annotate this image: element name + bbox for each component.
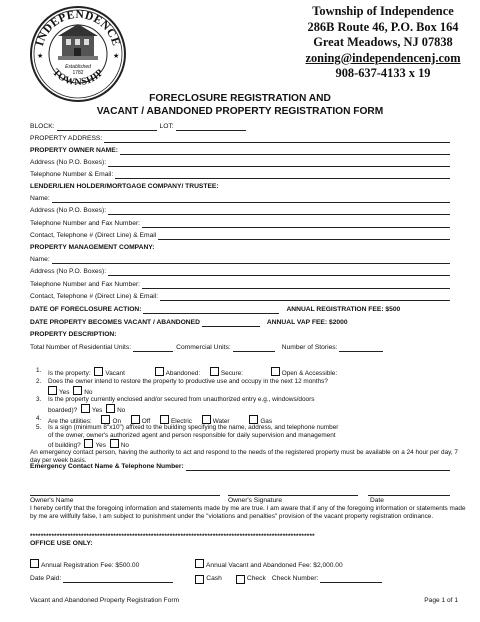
mgmt-name-field[interactable]: [52, 262, 450, 264]
mgmt-address-row: [30, 267, 450, 277]
svg-text:★: ★: [113, 53, 120, 60]
mgmt-heading: PROPERTY MANAGEMENT COMPANY:: [30, 244, 155, 251]
q5-no-checkbox[interactable]: [110, 439, 119, 448]
township-seal: [28, 4, 128, 104]
check-checkbox[interactable]: [236, 575, 245, 584]
contact-block: [298, 4, 468, 82]
contact-line1: Township of Independence: [312, 4, 454, 18]
date-paid-field[interactable]: [63, 581, 173, 583]
q1-vacant-checkbox[interactable]: [94, 367, 103, 376]
lender-heading: LENDER/LIEN HOLDER/MORTGAGE COMPANY/ TRUSTEE:: [30, 183, 219, 190]
emergency-field[interactable]: [186, 469, 450, 471]
emergency-row: [30, 462, 450, 472]
question-1: 1. Is the property: Vacant Abandoned: Secure: Open & Accessible:: [36, 367, 338, 377]
check-number-field[interactable]: [320, 581, 382, 583]
seal-bottom-text: TOWNSHIP: [49, 67, 107, 89]
block-lot-row: [30, 122, 450, 132]
office-annual-fee-checkbox[interactable]: [30, 559, 39, 568]
description-heading-row: [30, 330, 450, 340]
office-use-heading: OFFICE USE ONLY:: [30, 540, 93, 547]
footer-page-number: Page 1 of 1: [424, 597, 458, 604]
lender-contact-label: Contact, Telephone # (Direct Line) & Email: [30, 232, 157, 239]
contact-phone: 908-637-4133 x 19: [335, 66, 431, 81]
question-3: 3. Is the property currently enclosed and/or secured from unauthorized entry e.g., windows/doors boarded)? Yes No: [36, 396, 315, 414]
property-address-label: PROPERTY ADDRESS:: [30, 135, 103, 142]
svg-text:★: ★: [37, 53, 44, 60]
lender-phone-label: Telephone Number and Fax Number:: [30, 220, 141, 227]
office-vacant-fee-checkbox[interactable]: [195, 559, 204, 568]
foreclosure-date-label: DATE OF FORECLOSURE ACTION:: [30, 306, 142, 313]
owner-address-label: Address (No P.O. Boxes):: [30, 159, 107, 166]
q1-open-checkbox[interactable]: [271, 367, 280, 376]
q3-yes-checkbox[interactable]: [81, 404, 90, 413]
question-2: 2. Does the owner intend to restore the property to productive use and occupy in the next 12 months? Yes No: [36, 378, 328, 396]
residential-units-field[interactable]: [133, 350, 173, 352]
mgmt-phone-field[interactable]: [142, 287, 450, 289]
mgmt-address-field[interactable]: [108, 274, 450, 276]
lender-phone-field[interactable]: [142, 226, 450, 228]
block-field[interactable]: [57, 129, 157, 131]
q3-text: Is the property currently enclosed and/or secured from unauthorized entry e.g., windows/doors: [48, 396, 315, 403]
date-field[interactable]: [368, 495, 450, 496]
vacant-date-row: [30, 318, 450, 328]
cash-checkbox[interactable]: [195, 575, 204, 584]
contact-line3: Great Meadows, NJ 07838: [313, 35, 453, 50]
q1-text: Is the property:: [48, 370, 91, 377]
mgmt-phone-row: [30, 280, 450, 290]
property-address-field[interactable]: [104, 141, 450, 143]
q1-secure-checkbox[interactable]: [210, 367, 219, 376]
mgmt-name-row: [30, 255, 450, 265]
q1-abandoned-checkbox[interactable]: [155, 367, 164, 376]
question-5: 5. Is a sign (minimum 8"x10") affixed to the building specifying the name, address, and telephone number of the owner, owner's authorized agent and person responsible for daily supervision and management of building? Yes No: [36, 424, 339, 450]
office-vacant-fee: Annual Vacant and Abandoned Fee: $2,000.00: [195, 559, 343, 569]
block-label: BLOCK:: [30, 123, 55, 130]
house-icon: [58, 24, 98, 60]
q3-no-checkbox[interactable]: [106, 404, 115, 413]
lender-name-row: [30, 194, 450, 204]
date-paid-label: Date Paid:: [30, 575, 62, 582]
owner-name-field[interactable]: [120, 153, 450, 155]
form-title-line1: FORECLOSURE REGISTRATION AND: [149, 93, 331, 104]
certification-text: I hereby certify that the foregoing information and statements made by me are true. I am aware that if any of the foregoing information or statements made by me are willfully false, I am subject to punishment under the "violations and penalties" provision of the vacant property registration ordinance.: [30, 505, 466, 520]
owner-phone-field[interactable]: [115, 177, 450, 179]
mgmt-phone-label: Telephone Number and Fax Number:: [30, 281, 141, 288]
vacant-date-label: DATE PROPERTY BECOMES VACANT / ABANDONED: [30, 319, 200, 326]
owner-name-caption: Owner's Name: [30, 497, 74, 504]
owner-name-row: [30, 146, 450, 156]
annual-fee-text: ANNUAL REGISTRATION FEE: $500: [286, 306, 401, 313]
lender-address-field[interactable]: [108, 213, 450, 215]
q2-text: Does the owner intend to restore the property to productive use and occupy in the next 12 months?: [48, 378, 328, 385]
office-annual-fee: Annual Registration Fee: $500.00: [30, 559, 139, 569]
owner-address-field[interactable]: [108, 165, 450, 167]
owner-signature-caption: Owner's Signature: [228, 497, 283, 504]
lender-contact-field[interactable]: [158, 238, 450, 240]
q2-yes-checkbox[interactable]: [48, 386, 57, 395]
property-address-row: [30, 134, 450, 144]
q4-water-checkbox[interactable]: [202, 415, 211, 424]
owner-phone-label: Telephone Number & Email:: [30, 171, 114, 178]
lender-phone-row: [30, 219, 450, 229]
lender-address-row: [30, 206, 450, 216]
seal-established: Established: [65, 64, 91, 70]
q2-no-checkbox[interactable]: [73, 386, 82, 395]
q4-electric-checkbox[interactable]: [160, 415, 169, 424]
owner-phone-row: [30, 170, 450, 180]
mgmt-contact-label: Contact, Telephone # (Direct Line) & Email:: [30, 293, 159, 300]
mgmt-name-label: Name:: [30, 256, 50, 263]
units-row: [30, 343, 450, 353]
lender-contact-row: [30, 231, 450, 241]
emergency-label: Emergency Contact Name & Telephone Number:: [30, 463, 184, 470]
owner-name-field[interactable]: [30, 495, 220, 496]
owner-address-row: [30, 158, 450, 168]
q4-on-checkbox[interactable]: [101, 415, 110, 424]
form-title-line2: VACANT / ABANDONED PROPERTY REGISTRATION FORM: [96, 106, 384, 117]
description-heading: PROPERTY DESCRIPTION:: [30, 331, 117, 338]
q4-text: Are the utilities:: [48, 418, 92, 425]
q5-text: Is a sign (minimum 8"x10") affixed to the building specifying the name, address, and telephone number: [48, 424, 339, 431]
date-caption: Date: [370, 497, 384, 504]
q5-yes-checkbox[interactable]: [84, 439, 93, 448]
commercial-units-label: Commercial Units:: [176, 344, 231, 351]
owner-heading: PROPERTY OWNER NAME:: [30, 147, 118, 154]
mgmt-address-label: Address (No P.O. Boxes):: [30, 268, 107, 275]
check-number-label: Check Number:: [271, 575, 319, 582]
contact-email[interactable]: zoning@independencenj.com: [305, 50, 461, 65]
seal-year: 1782: [72, 70, 84, 76]
q4-off-checkbox[interactable]: [131, 415, 140, 424]
lender-name-field[interactable]: [52, 201, 450, 203]
seal-top-text: INDEPENDENCE: [34, 8, 123, 48]
lender-address-label: Address (No P.O. Boxes):: [30, 207, 107, 214]
vap-fee-text: ANNUAL VAP FEE: $2000: [266, 319, 348, 326]
owner-signature-field[interactable]: [228, 495, 358, 496]
lender-name-label: Name:: [30, 195, 50, 202]
mgmt-contact-row: [30, 292, 450, 302]
payment-row: Date Paid: Cash Check Check Number:: [30, 574, 450, 584]
q4-gas-checkbox[interactable]: [249, 415, 258, 424]
lender-heading-row: [30, 182, 450, 192]
footer-form-name: Vacant and Abandoned Property Registration Form: [30, 597, 180, 604]
mgmt-heading-row: [30, 243, 450, 253]
vacant-date-field[interactable]: [202, 325, 260, 327]
residential-units-label: Total Number of Residential Units:: [30, 344, 132, 351]
lot-field[interactable]: [176, 129, 246, 131]
stories-label: Number of Stories:: [281, 344, 338, 351]
mgmt-contact-field[interactable]: [160, 299, 450, 301]
divider-stars: **********************************************************************************************************: [30, 533, 315, 540]
commercial-units-field[interactable]: [233, 350, 275, 352]
foreclosure-date-field[interactable]: [143, 312, 279, 314]
stories-field[interactable]: [339, 350, 383, 352]
foreclosure-date-row: [30, 305, 450, 315]
lot-label: LOT:: [159, 123, 174, 130]
emergency-text: An emergency contact person, having the authority to act and respond to the needs of the registered property must be available on a 24 hour per day, 7 day per week basis.: [30, 449, 458, 464]
question-4: 4. Are the utilities: On Off Electric Water Gas: [36, 415, 273, 425]
contact-line2: 286B Route 46, P.O. Box 164: [307, 19, 459, 34]
